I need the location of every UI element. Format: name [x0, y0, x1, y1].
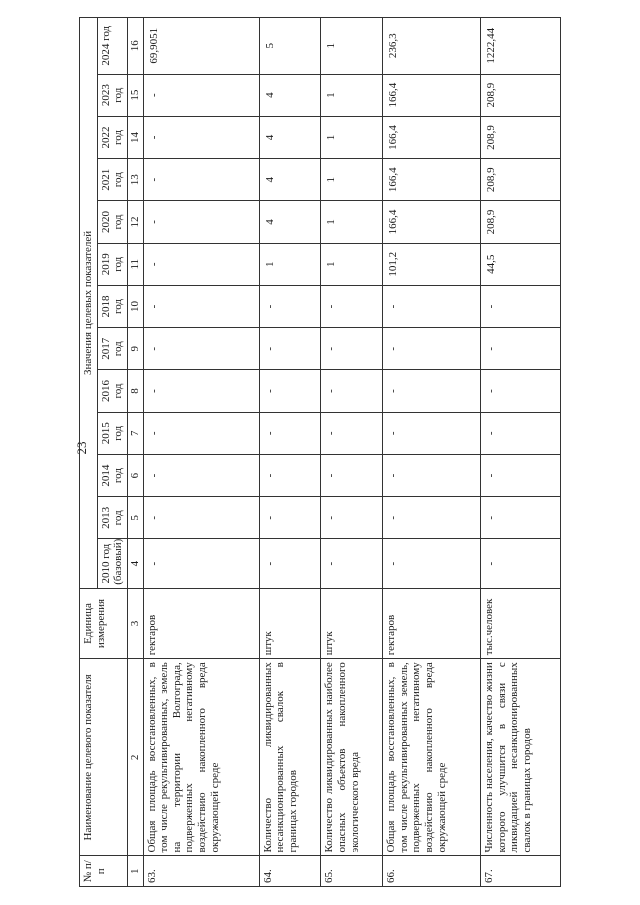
value-cell: 236,3 — [383, 18, 481, 75]
row-number: 67. — [481, 856, 561, 887]
header-year: 2017 год — [97, 328, 127, 370]
value-cell: 1 — [321, 74, 383, 116]
value-cell: 1 — [259, 243, 321, 285]
header-year: 2021 год — [97, 159, 127, 201]
value-cell: - — [143, 497, 259, 539]
value-cell: - — [481, 412, 561, 454]
value-cell: 1 — [321, 243, 383, 285]
value-cell: - — [143, 243, 259, 285]
value-cell: 166,4 — [383, 116, 481, 158]
column-number: 2 — [127, 659, 143, 856]
value-cell: 208,9 — [481, 74, 561, 116]
unit-cell: тыс.человек — [481, 588, 561, 658]
header-name: Наименование целевого показателя — [80, 659, 128, 856]
value-cell: 69,9051 — [143, 18, 259, 75]
value-cell: - — [383, 285, 481, 327]
value-cell: - — [481, 285, 561, 327]
table-row — [143, 18, 259, 887]
column-number: 1 — [127, 856, 143, 887]
unit-cell: штук — [259, 588, 321, 658]
indicator-name: Количество ликвидированных наиболее опасных объектов накопленного экологического вреда — [321, 659, 383, 856]
indicator-name: Общая площадь восстановленных, в том числе рекультивированных земель, подверженных негативному воздействию накопленного вреда окружающей среде — [383, 659, 481, 856]
column-number: 15 — [127, 74, 143, 116]
header-year: 2013 год — [97, 497, 127, 539]
unit-cell: штук — [321, 588, 383, 658]
value-cell: - — [259, 497, 321, 539]
value-cell: - — [143, 328, 259, 370]
table-row — [321, 18, 383, 887]
table-header — [80, 18, 144, 887]
value-cell: - — [321, 497, 383, 539]
value-cell: - — [481, 328, 561, 370]
column-number: 12 — [127, 201, 143, 243]
indicator-name: Общая площадь восстановленных, в том числе рекультивированных, земель на территории Волгограда, подверженных негативному воздействию накопленного вреда окружающей среде — [143, 659, 259, 856]
value-cell: 5 — [259, 18, 321, 75]
header-year: 2015 год — [97, 412, 127, 454]
value-cell: 4 — [259, 116, 321, 158]
value-cell: 44,5 — [481, 243, 561, 285]
value-cell: - — [383, 412, 481, 454]
value-cell: - — [481, 454, 561, 496]
value-cell: - — [383, 454, 481, 496]
value-cell: - — [321, 539, 383, 588]
value-cell: - — [259, 539, 321, 588]
value-cell: 4 — [259, 74, 321, 116]
value-cell: 101,2 — [383, 243, 481, 285]
value-cell: - — [383, 497, 481, 539]
value-cell: - — [383, 539, 481, 588]
table-row — [259, 18, 321, 887]
value-cell: - — [481, 539, 561, 588]
value-cell: - — [143, 539, 259, 588]
value-cell: - — [143, 159, 259, 201]
value-cell: 1222,44 — [481, 18, 561, 75]
column-number: 9 — [127, 328, 143, 370]
target-indicators-table — [79, 17, 561, 887]
row-number: 65. — [321, 856, 383, 887]
column-number: 11 — [127, 243, 143, 285]
value-cell: - — [321, 370, 383, 412]
header-no: № п/п — [80, 856, 128, 887]
value-cell: 1 — [321, 18, 383, 75]
table-body — [143, 18, 560, 887]
header-year: 2019 год — [97, 243, 127, 285]
row-number: 66. — [383, 856, 481, 887]
value-cell: 208,9 — [481, 201, 561, 243]
header-year: 2022 год — [97, 116, 127, 158]
value-cell: - — [259, 285, 321, 327]
column-number: 6 — [127, 454, 143, 496]
value-cell: - — [143, 285, 259, 327]
value-cell: 208,9 — [481, 116, 561, 158]
column-number: 10 — [127, 285, 143, 327]
column-number: 3 — [127, 588, 143, 658]
value-cell: - — [383, 370, 481, 412]
value-cell: - — [321, 454, 383, 496]
value-cell: - — [143, 454, 259, 496]
column-number: 7 — [127, 412, 143, 454]
table-row — [481, 18, 561, 887]
value-cell: 166,4 — [383, 201, 481, 243]
indicator-name: Количество ликвидированных несанкционированных свалок в границах городов — [259, 659, 321, 856]
header-year: 2016 год — [97, 370, 127, 412]
rotated-table-wrapper — [79, 17, 561, 887]
value-cell: 4 — [259, 201, 321, 243]
value-cell: - — [383, 328, 481, 370]
header-year: 2010 год (базовый) — [97, 539, 127, 588]
value-cell: - — [143, 412, 259, 454]
value-cell: 166,4 — [383, 159, 481, 201]
table-row — [383, 18, 481, 887]
value-cell: - — [259, 454, 321, 496]
value-cell: 1 — [321, 201, 383, 243]
column-number: 13 — [127, 159, 143, 201]
value-cell: 1 — [321, 116, 383, 158]
value-cell: 166,4 — [383, 74, 481, 116]
row-number: 63. — [143, 856, 259, 887]
column-number: 14 — [127, 116, 143, 158]
column-number: 8 — [127, 370, 143, 412]
column-number: 16 — [127, 18, 143, 75]
indicator-name: Численность населения, качество жизни которого улучшится в связи с ликвидацией несанкционированных свалок в границах городов — [481, 659, 561, 856]
value-cell: - — [143, 74, 259, 116]
header-year: 2014 год — [97, 454, 127, 496]
header-year: 2020 год — [97, 201, 127, 243]
header-year: 2018 год — [97, 285, 127, 327]
header-unit: Единица измерения — [80, 588, 128, 658]
page-number: 23 — [74, 441, 89, 455]
value-cell: 208,9 — [481, 159, 561, 201]
unit-cell: гектаров — [383, 588, 481, 658]
header-group: Значения целевых показателей — [80, 18, 98, 589]
value-cell: - — [481, 370, 561, 412]
value-cell: - — [321, 412, 383, 454]
value-cell: - — [481, 497, 561, 539]
unit-cell: гектаров — [143, 588, 259, 658]
value-cell: - — [143, 370, 259, 412]
value-cell: 4 — [259, 159, 321, 201]
value-cell: 1 — [321, 159, 383, 201]
value-cell: - — [259, 412, 321, 454]
header-year: 2023 год — [97, 74, 127, 116]
column-number: 4 — [127, 539, 143, 588]
row-number: 64. — [259, 856, 321, 887]
value-cell: - — [259, 328, 321, 370]
column-number: 5 — [127, 497, 143, 539]
column-number-row — [127, 18, 143, 887]
value-cell: - — [143, 201, 259, 243]
value-cell: - — [321, 285, 383, 327]
value-cell: - — [259, 370, 321, 412]
header-year: 2024 год — [97, 18, 127, 75]
value-cell: - — [143, 116, 259, 158]
value-cell: - — [321, 328, 383, 370]
